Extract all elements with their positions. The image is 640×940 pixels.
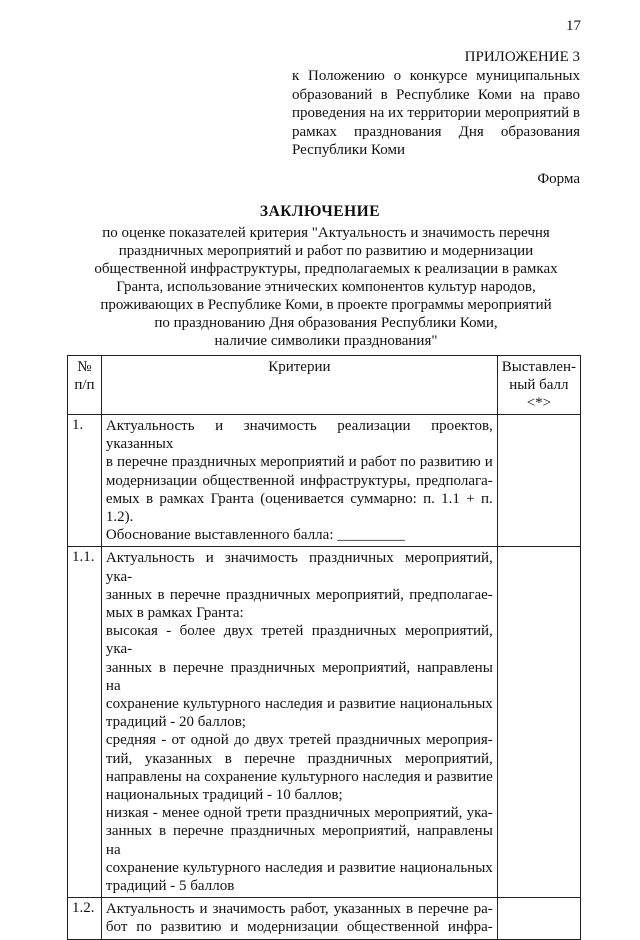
criteria-line: низкая - менее одной трети праздничных мероприятий, ука- <box>105 805 493 822</box>
criteria-line: Актуальность и значимость праздничных мероприятий, ука- <box>105 550 493 585</box>
subtitle-line: наличие символики празднования" <box>214 333 438 349</box>
criteria-line: Актуальность и значимость работ, указанных в перечне ра- <box>105 901 493 918</box>
criteria-line: занных в перечне праздничных мероприятий, направлены на <box>105 659 493 694</box>
criteria-table <box>67 355 581 940</box>
table-row <box>68 898 581 939</box>
criteria-line: тий, указанных в перечне праздничных мероприятий, <box>105 750 493 767</box>
header-score <box>497 356 580 415</box>
appendix-title: ПРИЛОЖЕНИЕ 3 <box>464 49 580 65</box>
row-score <box>497 415 580 547</box>
criteria-line: сохранение культурного наследия и развитие национальных <box>105 696 493 713</box>
header-num-line: п/п <box>74 377 95 393</box>
criteria-line: емых в рамках Гранта (оценивается суммарно: п. 1.1 + п. <box>105 490 493 507</box>
criteria-line: направлены на сохранение культурного наследия и развитие <box>105 768 493 785</box>
criteria-line: занных в перечне праздничных мероприятий, направлены на <box>105 823 493 858</box>
header-score-line: ный балл <*> <box>509 377 569 411</box>
criteria-line: в перечне праздничных мероприятий и работ по развитию и <box>105 454 493 471</box>
document-title: ЗАКЛЮЧЕНИЕ <box>259 203 381 220</box>
subtitle-line: проживающих в Республике Коми, в проекте программы мероприятий <box>100 297 552 313</box>
row-score <box>497 898 580 939</box>
page-number: 17 <box>566 18 581 34</box>
table-row <box>68 547 581 898</box>
criteria-line: мых в рамках Гранта: <box>105 605 244 622</box>
criteria-line: средняя - от одной до двух третей праздничных мероприя- <box>105 732 493 749</box>
criteria-line: высокая - более двух третей праздничных мероприятий, ука- <box>105 623 493 658</box>
row-criteria <box>101 415 497 547</box>
criteria-line: сохранение культурного наследия и развитие национальных <box>105 859 493 876</box>
criteria-line: традиций - 20 баллов; <box>105 714 246 731</box>
header-score-line: Выставлен- <box>501 359 576 375</box>
criteria-line: традиций - 5 баллов <box>105 878 235 895</box>
row-score <box>497 547 580 898</box>
subtitle-line: праздничных мероприятий и работ по развитию и модернизации <box>118 243 534 259</box>
row-num: 1.1. <box>68 547 102 898</box>
criteria-line: Обоснование выставленного балла: _________ <box>105 527 405 544</box>
form-label: Форма <box>537 171 580 187</box>
row-num: 1.2. <box>68 898 102 939</box>
header-num <box>68 356 102 415</box>
appendix-text: к Положению о конкурсе муниципальных образований в Республике Коми на право проведения на их территории мероприятий в рамках празднования Дня образования Республики Коми <box>292 68 580 158</box>
subtitle-line: Гранта, использование этнических компонентов культур народов, <box>116 279 536 295</box>
subtitle-line: по празднованию Дня образования Республики Коми, <box>154 315 498 331</box>
criteria-line: Актуальность и значимость реализации проектов, указанных <box>105 418 493 453</box>
header-criteria: Критерии <box>101 356 497 415</box>
row-num: 1. <box>68 415 102 547</box>
criteria-line: национальных традиций - 10 баллов; <box>105 787 343 804</box>
header-num-line: № <box>77 359 92 375</box>
table-header-row <box>68 356 581 415</box>
row-criteria <box>101 547 497 898</box>
subtitle-line: по оценке показателей критерия "Актуальность и значимость перечня <box>102 225 550 241</box>
criteria-line: 1.2). <box>105 509 134 526</box>
criteria-line: модернизации общественной инфраструктуры, предполага- <box>105 472 493 489</box>
document-subtitle <box>70 224 582 350</box>
subtitle-line: общественной инфраструктуры, предполагаемых к реализации в рамках <box>94 261 558 277</box>
table-row <box>68 415 581 547</box>
criteria-line: бот по развитию и модернизации общественной инфра- <box>105 919 493 936</box>
criteria-line: занных в перечне праздничных мероприятий, предполагае- <box>105 586 493 603</box>
row-criteria <box>101 898 497 939</box>
